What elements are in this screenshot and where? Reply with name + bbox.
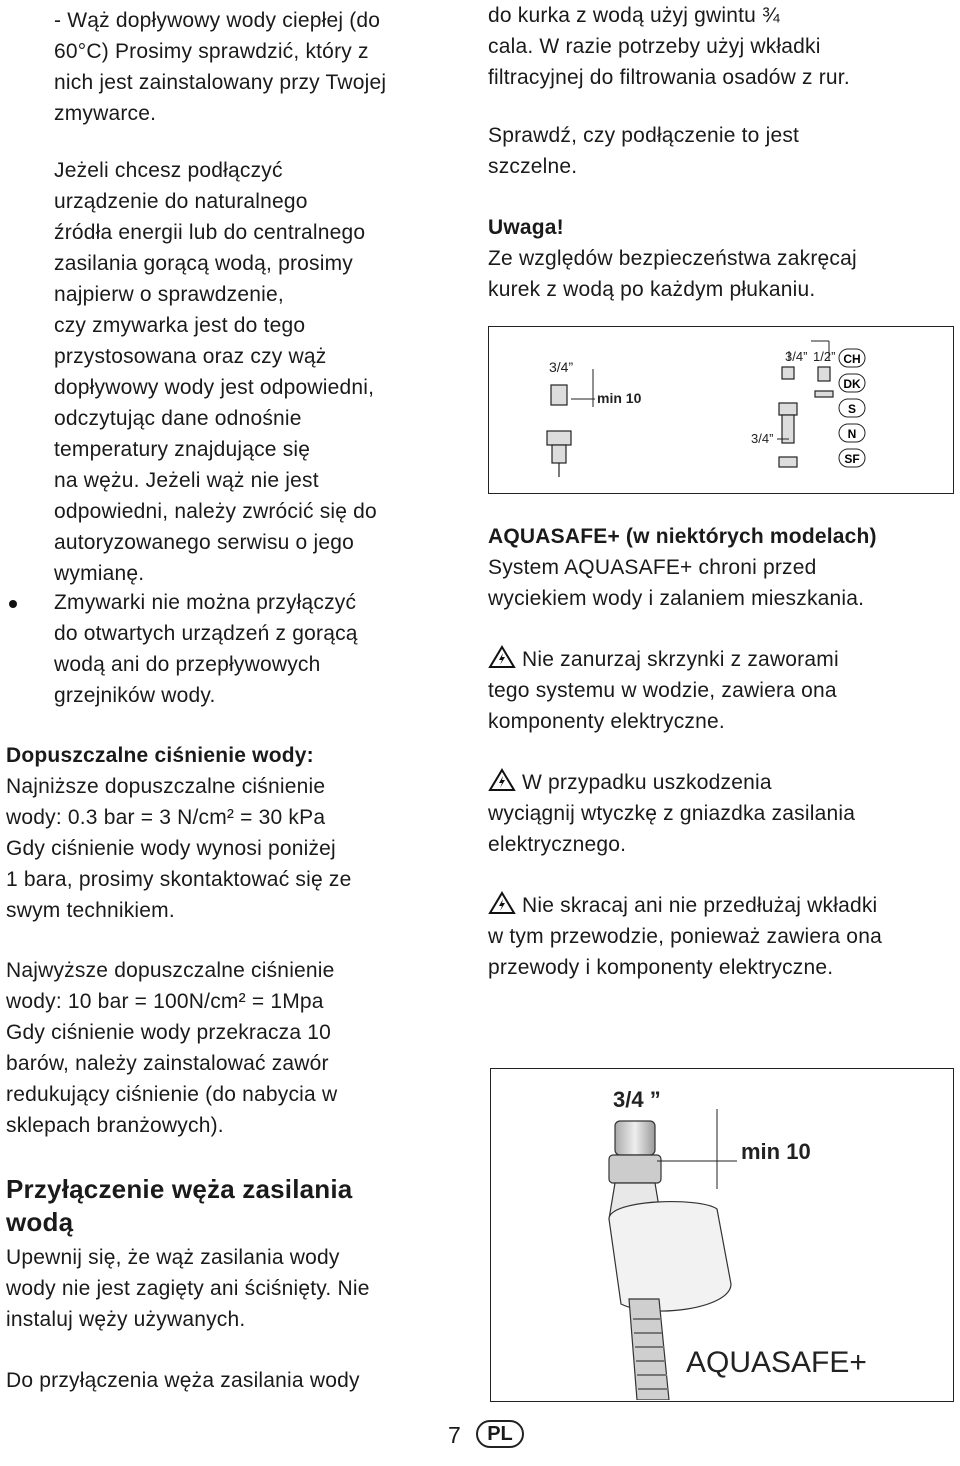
country-ch: CH [843,352,861,366]
connection-diagram [488,326,954,494]
electric-warning-icon [488,645,516,669]
tap-fitting-icon [551,385,567,405]
warning-item-2 [488,767,855,860]
pressure-heading: Dopuszczalne ciśnienie wody: [6,744,314,767]
connection-diagram-drawing [489,327,952,492]
valve-box-icon [609,1202,731,1311]
thread-label-d: 3/4” [751,431,774,446]
warning-item-1-text: Nie zanurzaj skrzynki z zaworami tego systemu w wodzie, zawiera ona komponenty elektryczne. [488,648,839,733]
aquasafe-heading: AQUASAFE+ (w niektórych modelach) [488,525,877,548]
language-badge: PL [476,1420,524,1448]
country-s: S [847,402,857,416]
right-paragraph-check: Sprawdź, czy podłączenie to jest szczelne. [488,124,800,178]
thread-label: 3/4 ” [613,1087,661,1112]
hose-heading: Przyłączenie węża zasilania wodą [6,1174,353,1237]
warning-item-1 [488,644,839,737]
pressure-max-text: Najwyższe dopuszczalne ciśnienie wody: 10 bar = 100N/cm² = 1Mpa Gdy ciśnienie wody przekracza 10 barów, należy zainstalować zawór redukujący ciśnienie (do nabycia w sklepach branżowych). [6,959,338,1137]
warning-item-3-text: Nie skracaj ani nie przedłużaj wkładki w tym przewodzie, ponieważ zawiera ona przewody i komponenty elektryczne. [488,894,882,979]
aquasafe-diagram [490,1068,954,1402]
hose-text-continued: Do przyłączenia węża zasilania wody [6,1369,360,1392]
right-paragraph-thread: do kurka z wodą użyj gwintu ¾ cala. W razie potrzeby użyj wkładki filtracyjnej do filtrowania osadów z rur. [488,4,850,89]
pressure-min-text: Najniższe dopuszczalne ciśnienie wody: 0.3 bar = 3 N/cm² = 30 kPa Gdy ciśnienie wody wynosi poniżej 1 bara, prosimy skontaktować się ze swym technikiem. [6,775,352,922]
bullet [9,600,17,608]
hose-text: Upewnij się, że wąż zasilania wody wody nie jest zagięty ani ściśnięty. Nie instaluj węży używanych. [6,1246,370,1331]
country-dk: DK [843,377,861,391]
min-label: min 10 [741,1139,811,1164]
aquasafe-label: AQUASAFE+ [686,1346,867,1379]
thread-label-b: 3/4” [785,349,808,364]
warning-item-2-text: W przypadku uszkodzenia wyciągnij wtyczkę z gniazdka zasilania elektrycznego. [488,771,856,856]
electric-warning-icon [488,891,516,915]
thread-label-c: 1/2” [813,349,836,364]
thread-connector-icon [615,1121,655,1155]
warning-item-3 [488,890,882,983]
warning-heading: Uwaga! [488,216,564,239]
country-n: N [847,427,857,441]
thread-label-a: 3/4” [549,359,574,375]
warning-text: Ze względów bezpieczeństwa zakręcaj kurek z wodą po każdym płukaniu. [488,247,857,301]
left-paragraph-hot-hose: - Wąż dopływowy wody ciepłej (do 60°C) Prosimy sprawdzić, który z nich jest zainstalowany przy Twojej zmywarce. [54,9,387,125]
aquasafe-text: System AQUASAFE+ chroni przed wyciekiem wody i zalaniem mieszkania. [488,556,865,610]
country-badges [839,349,865,467]
country-sf: SF [844,452,860,466]
min-label-a: min 10 [597,390,642,406]
left-paragraph-central-supply: Jeżeli chcesz podłączyć urządzenie do naturalnego źródła energii lub do centralnego zasilania gorącą wodą, prosimy najpierw o sprawdzenie, czy zmywarka jest do tego przystosowana oraz czy wąż dopływowy wody jest odpowiedni, odczytując dane odnośnie temperatury znajdujące się na wężu. Jeżeli wąż nie jest odpowiedni, należy zwrócić się do autoryzowanego serwisu o jego wymianę. [54,159,377,585]
aquasafe-drawing [491,1069,952,1400]
electric-warning-icon [488,768,516,792]
left-paragraph-open-devices: Zmywarki nie można przyłączyć do otwartych urządzeń z gorącą wodą ani do przepływowych grzejników wody. [54,591,358,707]
page-number: 7 [448,1422,461,1448]
